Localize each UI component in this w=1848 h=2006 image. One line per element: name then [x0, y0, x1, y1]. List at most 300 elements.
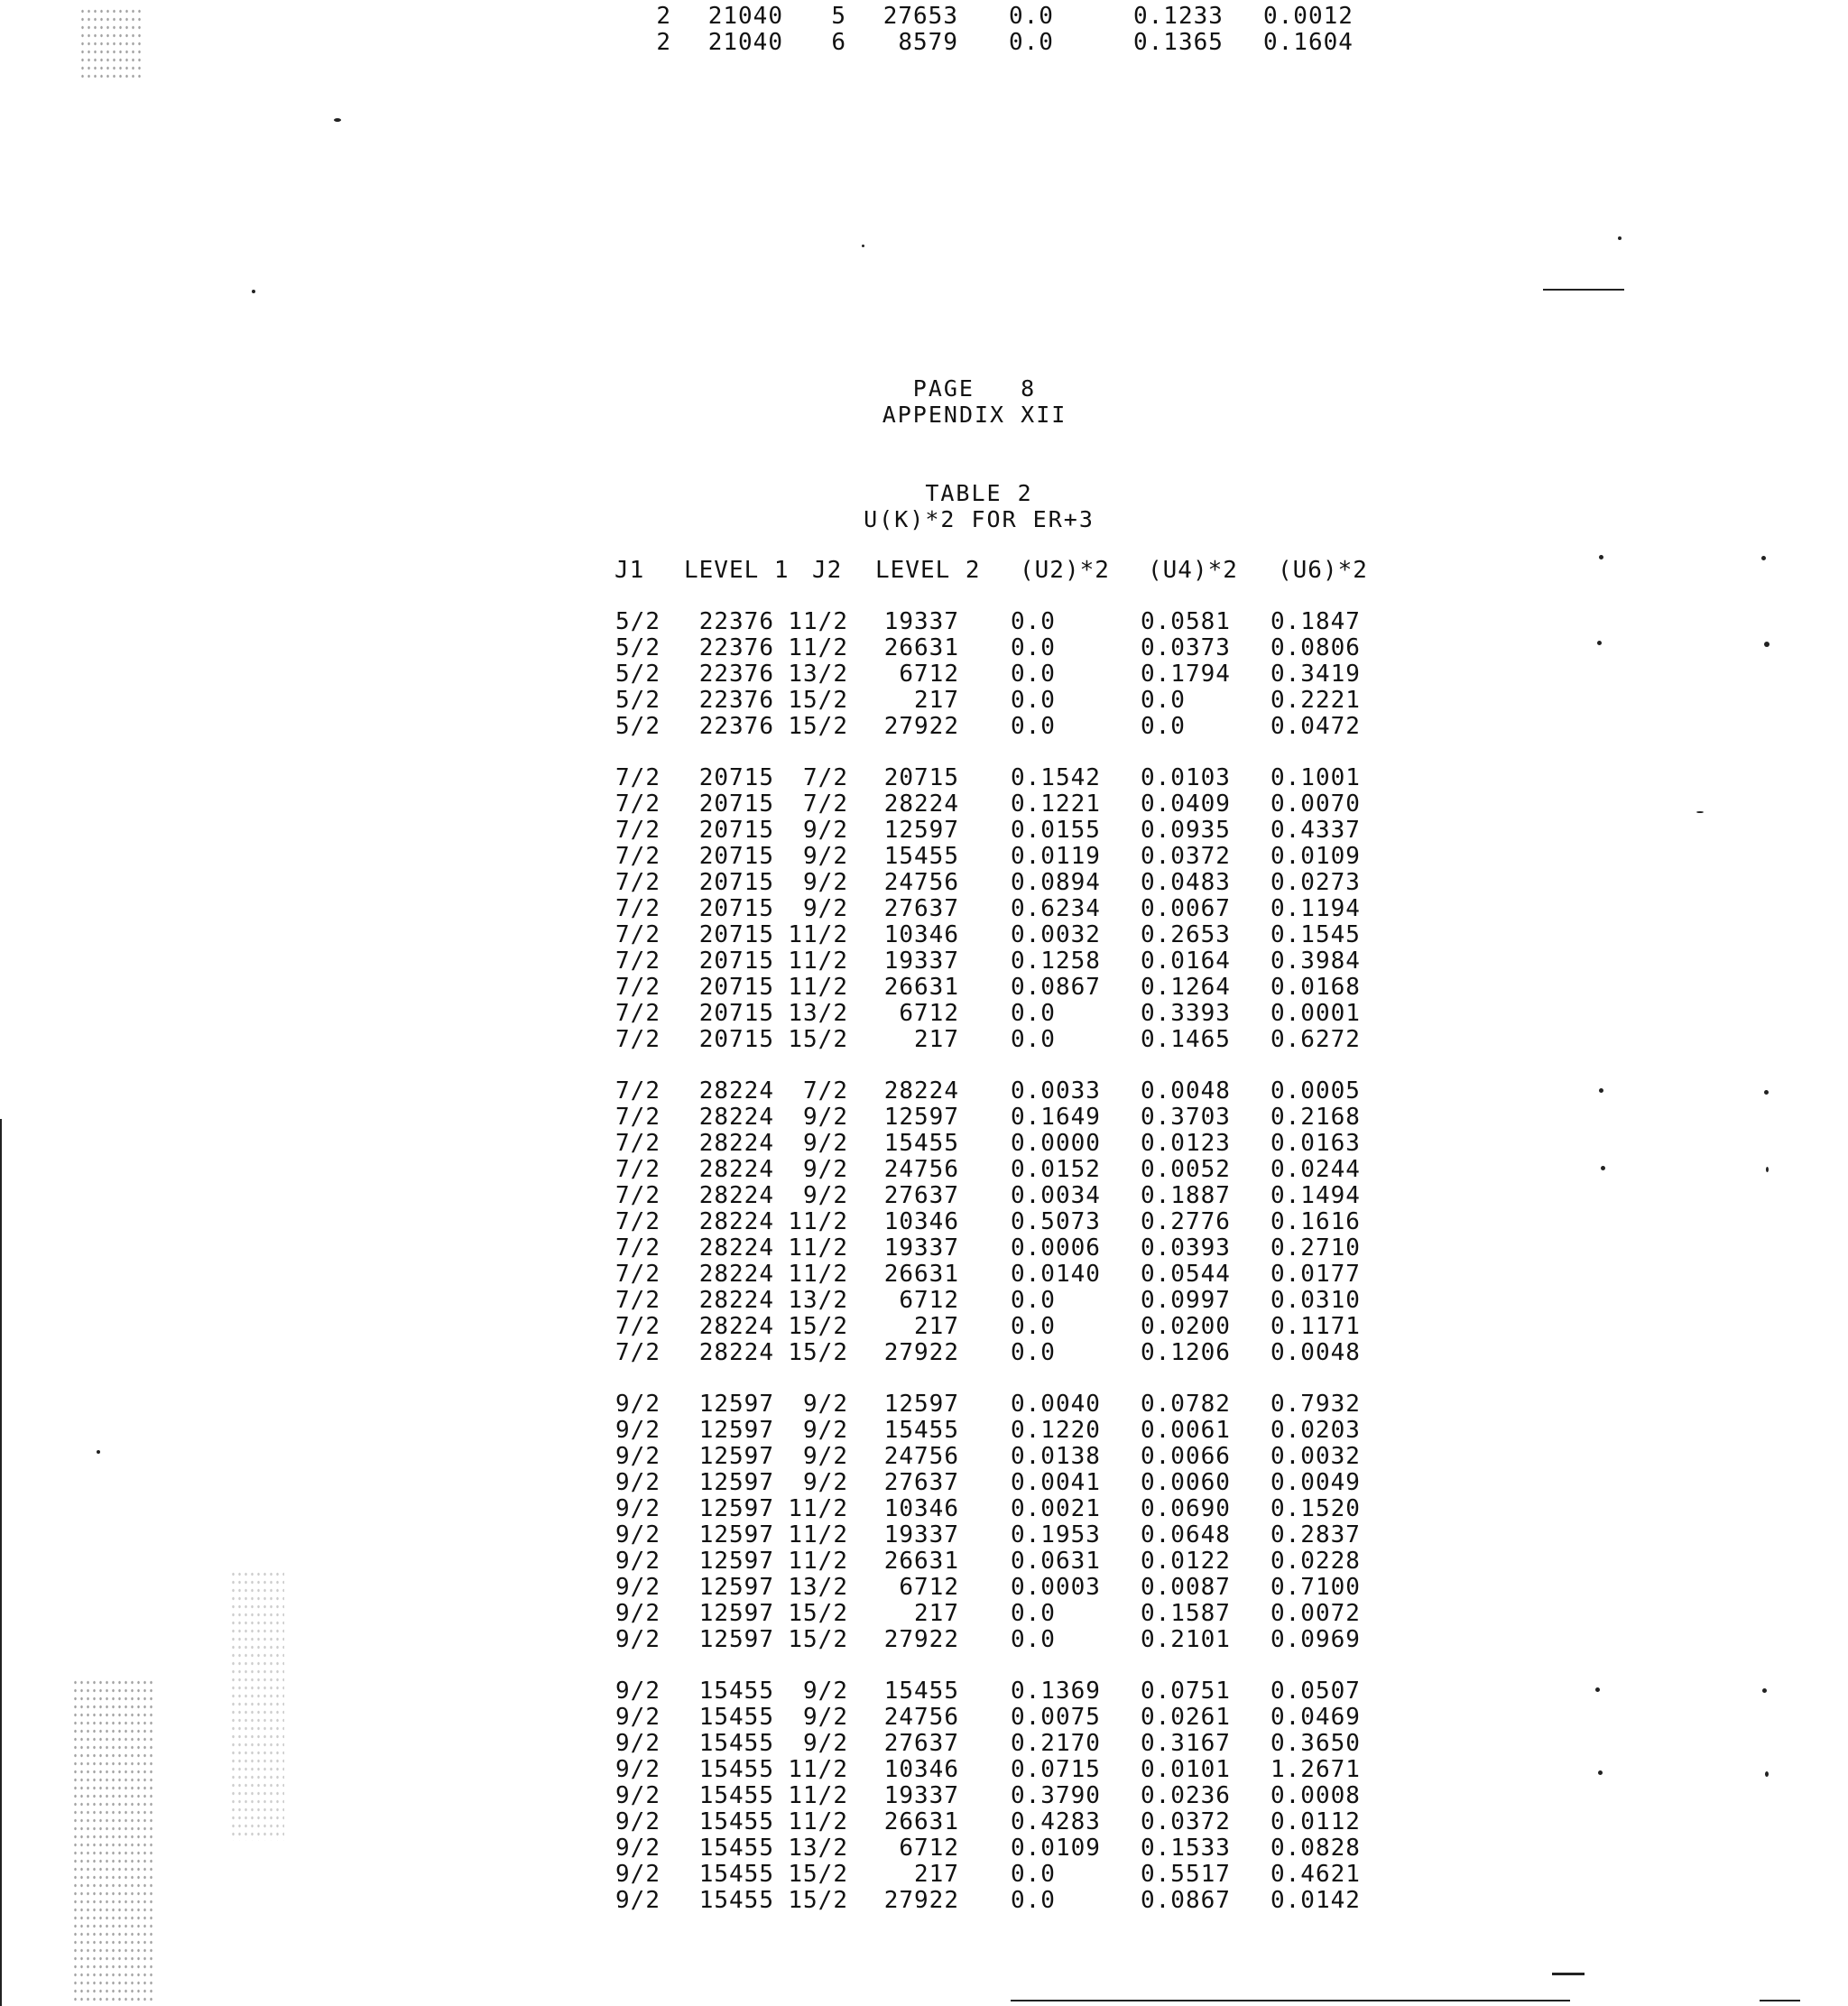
cell-j1: 9/2 — [615, 1782, 661, 1809]
cell-level1: 15455 — [698, 1782, 774, 1809]
cell-j2: 13/2 — [788, 1835, 848, 1862]
cell-level1: 12597 — [698, 1417, 774, 1444]
cell-j2: 9/2 — [803, 869, 848, 896]
cell-level2: 6712 — [899, 661, 959, 688]
cell-u2: 0.0041 — [1011, 1469, 1101, 1496]
cell-j2: 11/2 — [788, 974, 848, 1001]
cell-level2: 217 — [914, 1026, 959, 1053]
cell-u2: 0.0 — [1011, 634, 1056, 661]
cell-u2: 0.0 — [1011, 1000, 1056, 1027]
cell-u4: 0.1264 — [1141, 974, 1231, 1001]
cell-j1: 9/2 — [615, 1600, 661, 1627]
cell-u2: 0.0 — [1011, 687, 1056, 714]
scan-speck — [334, 118, 341, 122]
cell-j2: 13/2 — [788, 1000, 848, 1027]
scan-speck — [862, 245, 864, 247]
cell-u4: 0.0483 — [1141, 869, 1231, 896]
cell-u4: 0.0052 — [1141, 1156, 1231, 1183]
cell-j1: 7/2 — [615, 1339, 661, 1366]
cell-u6: 0.0112 — [1270, 1808, 1361, 1835]
cell-level1: 15455 — [698, 1678, 774, 1705]
cell-j2: 9/2 — [803, 895, 848, 922]
cell-level1: 15455 — [698, 1704, 774, 1731]
cell-u4: 0.0372 — [1141, 843, 1231, 870]
scan-speck — [1618, 236, 1622, 240]
cell-j1: 5/2 — [615, 713, 661, 740]
cell-u2: 0.0033 — [1011, 1077, 1101, 1105]
header-j2: J2 — [812, 557, 843, 584]
cell-j2: 13/2 — [788, 1287, 848, 1314]
cell-j2: 9/2 — [803, 1130, 848, 1157]
cell-u2: 0.0109 — [1011, 1835, 1101, 1862]
cell-level1: 12597 — [698, 1574, 774, 1601]
cell-u6: 0.3984 — [1270, 948, 1361, 975]
cell-level2: 26631 — [883, 1548, 959, 1575]
cell-j2: 15/2 — [788, 687, 848, 714]
cell-u2: 0.1649 — [1011, 1104, 1101, 1131]
cell-level1: 12597 — [698, 1600, 774, 1627]
cell-u6: 0.0008 — [1270, 1782, 1361, 1809]
cell-u4: 0.2653 — [1141, 921, 1231, 948]
header-level2: LEVEL 2 — [875, 557, 981, 584]
cell-j2: 11/2 — [788, 1548, 848, 1575]
cell-u4: 0.3393 — [1141, 1000, 1231, 1027]
scan-line — [1543, 289, 1624, 291]
cell-u6: 0.0469 — [1270, 1704, 1361, 1731]
scan-speck — [1601, 1166, 1605, 1170]
header-level1: LEVEL 1 — [684, 557, 790, 584]
cell-level1: 22376 — [698, 661, 774, 688]
cell-u6: 0.0072 — [1270, 1600, 1361, 1627]
cell-j2: 9/2 — [803, 1417, 848, 1444]
cell-j1: 9/2 — [615, 1391, 661, 1418]
cell-j1: 9/2 — [615, 1548, 661, 1575]
scan-speck — [1765, 1771, 1769, 1777]
cell-j2: 9/2 — [803, 1182, 848, 1209]
cell-level1: 22376 — [698, 634, 774, 661]
cell-j2: 15/2 — [788, 1887, 848, 1914]
cell-j2: 11/2 — [788, 1756, 848, 1783]
cell-j1: 7/2 — [615, 895, 661, 922]
scan-line — [1760, 2000, 1800, 2001]
cell-u6: 0.0472 — [1270, 713, 1361, 740]
cell-j1: 7/2 — [615, 1287, 661, 1314]
cell-level2: 19337 — [883, 1521, 959, 1548]
cell-level1: 12597 — [698, 1521, 774, 1548]
cell-u4: 0.1587 — [1141, 1600, 1231, 1627]
cell-u2: 0.5073 — [1011, 1208, 1101, 1235]
scan-speck — [1597, 641, 1602, 645]
cell-j2: 15/2 — [788, 1026, 848, 1053]
cell-level2: 26631 — [883, 974, 959, 1001]
cell-u4: 0.0751 — [1141, 1678, 1231, 1705]
cell-level1: 20715 — [698, 764, 774, 791]
cell-u2: 0.4283 — [1011, 1808, 1101, 1835]
cell-u2: 0.0 — [1011, 661, 1056, 688]
cell-u4: 0.0087 — [1141, 1574, 1231, 1601]
cell-u6: 0.6272 — [1270, 1026, 1361, 1053]
cell-u4: 0.2776 — [1141, 1208, 1231, 1235]
table-subtitle: U(K)*2 FOR ER+3 — [864, 506, 1095, 532]
cell-j2: 11/2 — [788, 1495, 848, 1522]
cell-j2: 9/2 — [803, 1104, 848, 1131]
cell-u4: 0.0123 — [1141, 1130, 1231, 1157]
cell: 8579 — [898, 29, 958, 56]
cell-u2: 0.1220 — [1011, 1417, 1101, 1444]
cell-u4: 0.0935 — [1141, 817, 1231, 844]
cell-j1: 5/2 — [615, 634, 661, 661]
cell-j1: 7/2 — [615, 1104, 661, 1131]
cell-u4: 0.0048 — [1141, 1077, 1231, 1105]
cell-u2: 0.0152 — [1011, 1156, 1101, 1183]
cell-j2: 15/2 — [788, 1600, 848, 1627]
cell: 0.1365 — [1133, 29, 1224, 56]
cell-j2: 9/2 — [803, 1156, 848, 1183]
cell-level2: 20715 — [883, 764, 959, 791]
cell-j2: 7/2 — [803, 790, 848, 818]
cell-j1: 5/2 — [615, 687, 661, 714]
cell-u4: 0.0164 — [1141, 948, 1231, 975]
cell-level1: 15455 — [698, 1756, 774, 1783]
cell-u4: 0.1206 — [1141, 1339, 1231, 1366]
cell-level2: 217 — [914, 687, 959, 714]
header-u2: (U2)*2 — [1020, 557, 1110, 584]
cell-u6: 0.0001 — [1270, 1000, 1361, 1027]
cell-level2: 6712 — [899, 1000, 959, 1027]
cell-level2: 27637 — [883, 895, 959, 922]
cell-level1: 28224 — [698, 1182, 774, 1209]
cell-u6: 0.0177 — [1270, 1261, 1361, 1288]
cell-u4: 0.0373 — [1141, 634, 1231, 661]
scan-noise — [79, 7, 143, 78]
cell-level1: 28224 — [698, 1287, 774, 1314]
cell-j1: 7/2 — [615, 948, 661, 975]
cell-level2: 24756 — [883, 869, 959, 896]
scan-speck — [1764, 642, 1769, 647]
cell-u4: 0.0200 — [1141, 1313, 1231, 1340]
cell-u2: 0.0715 — [1011, 1756, 1101, 1783]
cell-j1: 9/2 — [615, 1495, 661, 1522]
cell-u4: 0.0544 — [1141, 1261, 1231, 1288]
cell-level2: 217 — [914, 1861, 959, 1888]
cell-u6: 0.0032 — [1270, 1443, 1361, 1470]
cell-level1: 28224 — [698, 1130, 774, 1157]
cell-level1: 15455 — [698, 1887, 774, 1914]
cell-level2: 27922 — [883, 1626, 959, 1653]
cell-u2: 0.0 — [1011, 608, 1056, 635]
cell-u2: 0.0 — [1011, 1287, 1056, 1314]
cell-u4: 0.0103 — [1141, 764, 1231, 791]
scan-speck — [1595, 1687, 1600, 1692]
cell-j1: 9/2 — [615, 1574, 661, 1601]
cell-level2: 217 — [914, 1313, 959, 1340]
cell-level1: 28224 — [698, 1261, 774, 1288]
cell-u2: 0.0021 — [1011, 1495, 1101, 1522]
cell-j1: 7/2 — [615, 1026, 661, 1053]
cell-level1: 12597 — [698, 1626, 774, 1653]
cell-level2: 6712 — [899, 1287, 959, 1314]
cell-u6: 0.0049 — [1270, 1469, 1361, 1496]
appendix-label: APPENDIX XII — [882, 402, 1067, 428]
cell-u6: 0.2168 — [1270, 1104, 1361, 1131]
cell-j2: 11/2 — [788, 1261, 848, 1288]
scan-speck — [1599, 1088, 1603, 1093]
cell-j1: 9/2 — [615, 1678, 661, 1705]
cell-j2: 11/2 — [788, 1208, 848, 1235]
cell-u2: 0.0 — [1011, 1313, 1056, 1340]
cell-level2: 6712 — [899, 1574, 959, 1601]
cell-j1: 9/2 — [615, 1730, 661, 1757]
cell-j2: 11/2 — [788, 1782, 848, 1809]
cell-u2: 0.0155 — [1011, 817, 1101, 844]
cell-u4: 0.0581 — [1141, 608, 1231, 635]
cell-u4: 0.1465 — [1141, 1026, 1231, 1053]
cell-level2: 27922 — [883, 713, 959, 740]
cell-j1: 9/2 — [615, 1835, 661, 1862]
cell-u2: 0.1258 — [1011, 948, 1101, 975]
cell-j1: 5/2 — [615, 661, 661, 688]
cell-level2: 10346 — [883, 1495, 959, 1522]
cell-level1: 20715 — [698, 869, 774, 896]
cell-j1: 9/2 — [615, 1521, 661, 1548]
scan-speck — [1598, 1770, 1603, 1775]
cell-level2: 24756 — [883, 1156, 959, 1183]
cell-u6: 0.0507 — [1270, 1678, 1361, 1705]
cell-j2: 11/2 — [788, 1521, 848, 1548]
cell-level2: 27922 — [883, 1339, 959, 1366]
cell-j1: 7/2 — [615, 921, 661, 948]
cell-u2: 0.0 — [1011, 1339, 1056, 1366]
cell-j2: 15/2 — [788, 1313, 848, 1340]
cell-level2: 12597 — [883, 1104, 959, 1131]
cell: 27653 — [882, 3, 958, 30]
cell-u6: 0.7100 — [1270, 1574, 1361, 1601]
cell-u4: 0.3703 — [1141, 1104, 1231, 1131]
cell-u6: 0.0806 — [1270, 634, 1361, 661]
cell-u6: 1.2671 — [1270, 1756, 1361, 1783]
cell-j1: 9/2 — [615, 1808, 661, 1835]
cell-level1: 28224 — [698, 1339, 774, 1366]
cell-level1: 12597 — [698, 1443, 774, 1470]
cell-j2: 15/2 — [788, 1626, 848, 1653]
scan-speck — [1696, 811, 1704, 813]
cell-j2: 15/2 — [788, 1339, 848, 1366]
page-edge-line — [0, 1119, 2, 2006]
cell: 0.0 — [1009, 3, 1054, 30]
cell-u6: 0.0163 — [1270, 1130, 1361, 1157]
cell-level2: 10346 — [883, 1208, 959, 1235]
cell-u4: 0.0690 — [1141, 1495, 1231, 1522]
cell: 0.1604 — [1263, 29, 1354, 56]
cell-level2: 15455 — [883, 843, 959, 870]
cell-level1: 20715 — [698, 895, 774, 922]
cell-u4: 0.2101 — [1141, 1626, 1231, 1653]
cell-u6: 0.0244 — [1270, 1156, 1361, 1183]
cell-j1: 9/2 — [615, 1469, 661, 1496]
cell-u6: 0.0310 — [1270, 1287, 1361, 1314]
cell-level1: 28224 — [698, 1077, 774, 1105]
cell-level1: 22376 — [698, 608, 774, 635]
cell-u6: 0.0109 — [1270, 843, 1361, 870]
cell-u4: 0.0122 — [1141, 1548, 1231, 1575]
cell-u6: 0.1194 — [1270, 895, 1361, 922]
cell-j1: 7/2 — [615, 1208, 661, 1235]
cell-j1: 9/2 — [615, 1626, 661, 1653]
cell-u2: 0.1953 — [1011, 1521, 1101, 1548]
cell-level2: 19337 — [883, 948, 959, 975]
cell-u2: 0.6234 — [1011, 895, 1101, 922]
cell-u2: 0.0000 — [1011, 1130, 1101, 1157]
cell-j2: 7/2 — [803, 764, 848, 791]
cell-u2: 0.1369 — [1011, 1678, 1101, 1705]
cell-level1: 12597 — [698, 1548, 774, 1575]
cell-level1: 15455 — [698, 1835, 774, 1862]
cell-level2: 15455 — [883, 1678, 959, 1705]
cell-j1: 5/2 — [615, 608, 661, 635]
cell-level1: 20715 — [698, 974, 774, 1001]
cell-u2: 0.0138 — [1011, 1443, 1101, 1470]
cell-u2: 0.0140 — [1011, 1261, 1101, 1288]
cell-j1: 7/2 — [615, 1313, 661, 1340]
cell-j2: 11/2 — [788, 1234, 848, 1262]
cell-level1: 28224 — [698, 1156, 774, 1183]
cell-j2: 11/2 — [788, 634, 848, 661]
cell-level2: 12597 — [883, 817, 959, 844]
cell-u6: 0.1494 — [1270, 1182, 1361, 1209]
cell-u4: 0.0372 — [1141, 1808, 1231, 1835]
cell-u6: 0.1171 — [1270, 1313, 1361, 1340]
cell-level1: 20715 — [698, 948, 774, 975]
cell-j2: 9/2 — [803, 1391, 848, 1418]
scan-noise — [72, 1678, 153, 2003]
cell-u6: 0.2710 — [1270, 1234, 1361, 1262]
cell-level2: 28224 — [883, 790, 959, 818]
cell-level2: 15455 — [883, 1130, 959, 1157]
cell-j1: 7/2 — [615, 764, 661, 791]
cell-level2: 27637 — [883, 1730, 959, 1757]
cell-j2: 15/2 — [788, 713, 848, 740]
cell-u6: 0.0070 — [1270, 790, 1361, 818]
cell-u2: 0.0119 — [1011, 843, 1101, 870]
cell-level1: 28224 — [698, 1208, 774, 1235]
cell-u2: 0.0075 — [1011, 1704, 1101, 1731]
cell: 5 — [831, 3, 846, 30]
cell-u4: 0.1887 — [1141, 1182, 1231, 1209]
cell-u2: 0.0006 — [1011, 1234, 1101, 1262]
cell-u4: 0.0066 — [1141, 1443, 1231, 1470]
cell-j1: 9/2 — [615, 1443, 661, 1470]
cell-j1: 9/2 — [615, 1756, 661, 1783]
cell-u4: 0.0 — [1141, 713, 1186, 740]
cell-u6: 0.0273 — [1270, 869, 1361, 896]
cell-j2: 13/2 — [788, 661, 848, 688]
cell-j2: 15/2 — [788, 1861, 848, 1888]
cell-u4: 0.0648 — [1141, 1521, 1231, 1548]
cell-u6: 0.1520 — [1270, 1495, 1361, 1522]
cell-j2: 9/2 — [803, 1730, 848, 1757]
cell-level1: 22376 — [698, 687, 774, 714]
cell-u6: 0.1545 — [1270, 921, 1361, 948]
cell-j2: 11/2 — [788, 608, 848, 635]
cell-u6: 0.0048 — [1270, 1339, 1361, 1366]
cell-u6: 0.2221 — [1270, 687, 1361, 714]
cell-u6: 0.1001 — [1270, 764, 1361, 791]
cell-j2: 9/2 — [803, 1678, 848, 1705]
cell-u4: 0.5517 — [1141, 1861, 1231, 1888]
cell-level2: 15455 — [883, 1417, 959, 1444]
cell-level2: 10346 — [883, 1756, 959, 1783]
cell-u6: 0.0168 — [1270, 974, 1361, 1001]
cell-level2: 19337 — [883, 608, 959, 635]
cell-u2: 0.0032 — [1011, 921, 1101, 948]
cell-u2: 0.0894 — [1011, 869, 1101, 896]
scan-speck — [1762, 1688, 1767, 1693]
cell-u6: 0.0005 — [1270, 1077, 1361, 1105]
cell: 2 — [656, 3, 671, 30]
cell-j1: 7/2 — [615, 1000, 661, 1027]
cell: 21040 — [707, 29, 783, 56]
scan-speck — [1599, 555, 1603, 559]
cell-j2: 9/2 — [803, 843, 848, 870]
cell-u4: 0.0867 — [1141, 1887, 1231, 1914]
cell-j2: 11/2 — [788, 921, 848, 948]
cell-j2: 7/2 — [803, 1077, 848, 1105]
cell-j2: 9/2 — [803, 1704, 848, 1731]
cell: 0.0012 — [1263, 3, 1354, 30]
cell-level2: 12597 — [883, 1391, 959, 1418]
cell-u2: 0.2170 — [1011, 1730, 1101, 1757]
cell-u2: 0.0034 — [1011, 1182, 1101, 1209]
cell-j1: 7/2 — [615, 790, 661, 818]
cell-level2: 26631 — [883, 1261, 959, 1288]
cell-level1: 15455 — [698, 1730, 774, 1757]
cell: 0.0 — [1009, 29, 1054, 56]
cell-level1: 20715 — [698, 817, 774, 844]
cell-u4: 0.0060 — [1141, 1469, 1231, 1496]
cell-level1: 28224 — [698, 1313, 774, 1340]
cell-u4: 0.0393 — [1141, 1234, 1231, 1262]
cell-level1: 20715 — [698, 1000, 774, 1027]
cell-level1: 12597 — [698, 1495, 774, 1522]
cell-level2: 19337 — [883, 1782, 959, 1809]
cell-level1: 15455 — [698, 1808, 774, 1835]
header-u4: (U4)*2 — [1148, 557, 1238, 584]
cell-j1: 7/2 — [615, 843, 661, 870]
cell-level2: 10346 — [883, 921, 959, 948]
cell-u6: 0.3419 — [1270, 661, 1361, 688]
cell-u6: 0.4621 — [1270, 1861, 1361, 1888]
handwritten-mark — [1552, 1973, 1585, 1975]
scan-speck — [1766, 1167, 1769, 1172]
cell-u4: 0.0067 — [1141, 895, 1231, 922]
cell-level1: 22376 — [698, 713, 774, 740]
cell-j1: 7/2 — [615, 1261, 661, 1288]
cell-level1: 20715 — [698, 790, 774, 818]
cell-j1: 7/2 — [615, 1234, 661, 1262]
cell: 2 — [656, 29, 671, 56]
scan-speck — [252, 290, 255, 293]
cell-u6: 0.0142 — [1270, 1887, 1361, 1914]
cell: 0.1233 — [1133, 3, 1224, 30]
cell-u6: 0.1616 — [1270, 1208, 1361, 1235]
cell-j2: 9/2 — [803, 817, 848, 844]
table-title: TABLE 2 — [925, 480, 1033, 506]
cell-u2: 0.0 — [1011, 1026, 1056, 1053]
cell-u2: 0.1221 — [1011, 790, 1101, 818]
cell-level2: 27922 — [883, 1887, 959, 1914]
cell-j1: 7/2 — [615, 1130, 661, 1157]
cell-level1: 12597 — [698, 1469, 774, 1496]
